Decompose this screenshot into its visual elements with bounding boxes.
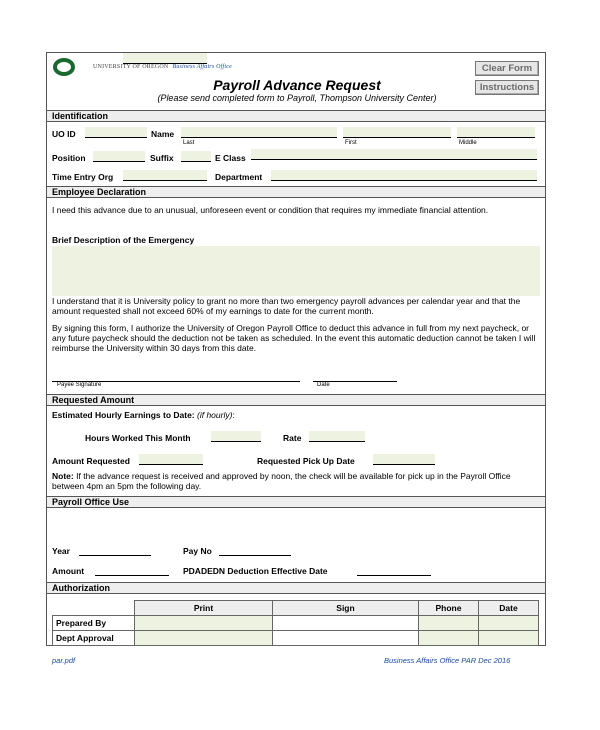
- payee-date-caption: Date: [317, 382, 330, 388]
- column-header-phone: Phone: [419, 601, 479, 616]
- column-header-date: Date: [479, 601, 539, 616]
- university-o-logo-icon: [53, 58, 75, 76]
- middle-name-field[interactable]: [457, 127, 535, 138]
- identification-heading: Identification: [47, 110, 545, 122]
- payee-signature-caption: Payee Signature: [57, 382, 102, 388]
- prepared-by-date-field[interactable]: [479, 616, 539, 631]
- pay-no-line[interactable]: [219, 555, 291, 556]
- last-name-field[interactable]: [181, 127, 337, 138]
- department-label: Department: [215, 172, 263, 182]
- payroll-advance-form: [46, 52, 546, 646]
- policy-text: I understand that it is University policy to grant no more than two emergency payroll advances per calendar year and that the amount requested shall not exceed 60% of my earnings to date for the current month.: [52, 296, 521, 316]
- department-field[interactable]: [271, 170, 537, 181]
- dept-approval-print-field[interactable]: [135, 631, 273, 646]
- payroll-office-use-heading: Payroll Office Use: [47, 496, 545, 508]
- prepared-by-phone-field[interactable]: [419, 616, 479, 631]
- table-row: [53, 601, 539, 616]
- column-header-print: Print: [135, 601, 273, 616]
- pdadedn-line[interactable]: [357, 575, 431, 576]
- position-label: Position: [52, 153, 86, 163]
- brief-description-field[interactable]: [52, 246, 540, 296]
- footer-filename: par.pdf: [52, 656, 76, 665]
- pay-no-label: Pay No: [183, 546, 212, 556]
- first-caption: First: [345, 140, 357, 146]
- pickup-note: Note: If the advance request is received and approved by noon, the check will be available for pick up in the Payroll Office between 4pm an 5pm the following day.: [52, 471, 511, 491]
- requested-amount-heading: Requested Amount: [47, 394, 545, 406]
- time-entry-org-input[interactable]: [123, 170, 207, 181]
- last-caption: Last: [183, 140, 195, 146]
- estimated-earnings-label: Estimated Hourly Earnings to Date: (if hourly):: [52, 410, 235, 420]
- column-header-sign: Sign: [273, 601, 419, 616]
- page-subtitle: (Please send completed form to Payroll, Thompson University Center): [157, 93, 437, 103]
- dept-approval-phone-field[interactable]: [419, 631, 479, 646]
- employee-declaration-heading: Employee Declaration: [47, 186, 545, 198]
- prepared-by-print-field[interactable]: [135, 616, 273, 631]
- estimated-earnings-note: (if hourly): [197, 410, 233, 420]
- table-row: [53, 631, 539, 646]
- page-title: Payroll Advance Request: [213, 77, 381, 93]
- pickup-date-label: Requested Pick Up Date: [257, 456, 355, 466]
- pickup-date-field[interactable]: [373, 454, 435, 465]
- authorization-table: [52, 600, 539, 646]
- suffix-label: Suffix: [150, 153, 174, 163]
- dept-approval-sign-field[interactable]: [273, 631, 419, 646]
- amount-requested-field[interactable]: [139, 454, 203, 465]
- office-name: Business Affairs Office: [172, 64, 232, 70]
- declaration-intro-text: I need this advance due to an unusual, unforeseen event or condition that requires my immediate financial attention.: [52, 205, 489, 215]
- hours-worked-label: Hours Worked This Month: [85, 433, 191, 443]
- amount-label: Amount: [52, 566, 85, 576]
- university-name: UNIVERSITY OF OREGON Business Affairs Office: [93, 64, 232, 70]
- name-label: Name: [151, 129, 175, 139]
- year-line[interactable]: [79, 555, 151, 556]
- rate-label: Rate: [283, 433, 302, 443]
- prepared-by-sign-field[interactable]: [273, 616, 419, 631]
- uo-id-field[interactable]: [85, 127, 147, 138]
- time-entry-org-label: Time Entry Org: [52, 172, 114, 182]
- uo-id-label: UO ID: [52, 129, 76, 139]
- footer-office-version: Business Affairs Office PAR Dec 2016: [384, 656, 511, 665]
- eclass-label: E Class: [215, 153, 246, 163]
- middle-caption: Middle: [459, 140, 477, 146]
- position-field[interactable]: [93, 151, 145, 162]
- clear-form-button[interactable]: Clear Form: [475, 61, 539, 76]
- prepared-by-label: Prepared By: [53, 616, 135, 631]
- table-corner: [53, 601, 135, 616]
- hours-worked-field[interactable]: [211, 431, 261, 442]
- first-name-field[interactable]: [343, 127, 451, 138]
- authorization-text: By signing this form, I authorize the University of Oregon Payroll Office to deduct this advance in full from my next paycheck, or any future paycheck should the deduction not be taken as scheduled. In the event this automatic deduction cannot be taken I will reimburse the University within 30 days from this date.: [52, 323, 536, 353]
- pdadedn-label: PDADEDN Deduction Effective Date: [183, 566, 328, 576]
- dept-approval-date-field[interactable]: [479, 631, 539, 646]
- amount-requested-label: Amount Requested: [52, 456, 130, 466]
- rate-field[interactable]: [309, 431, 365, 442]
- time-entry-org-field[interactable]: [123, 53, 207, 64]
- year-label: Year: [52, 546, 70, 556]
- brief-description-label: Brief Description of the Emergency: [52, 235, 195, 245]
- eclass-field[interactable]: [251, 149, 537, 160]
- authorization-heading: Authorization: [47, 582, 545, 594]
- amount-line[interactable]: [95, 575, 169, 576]
- table-row: [53, 616, 539, 631]
- instructions-button[interactable]: Instructions: [475, 80, 539, 95]
- suffix-field[interactable]: [181, 151, 211, 162]
- dept-approval-label: Dept Approval: [53, 631, 135, 646]
